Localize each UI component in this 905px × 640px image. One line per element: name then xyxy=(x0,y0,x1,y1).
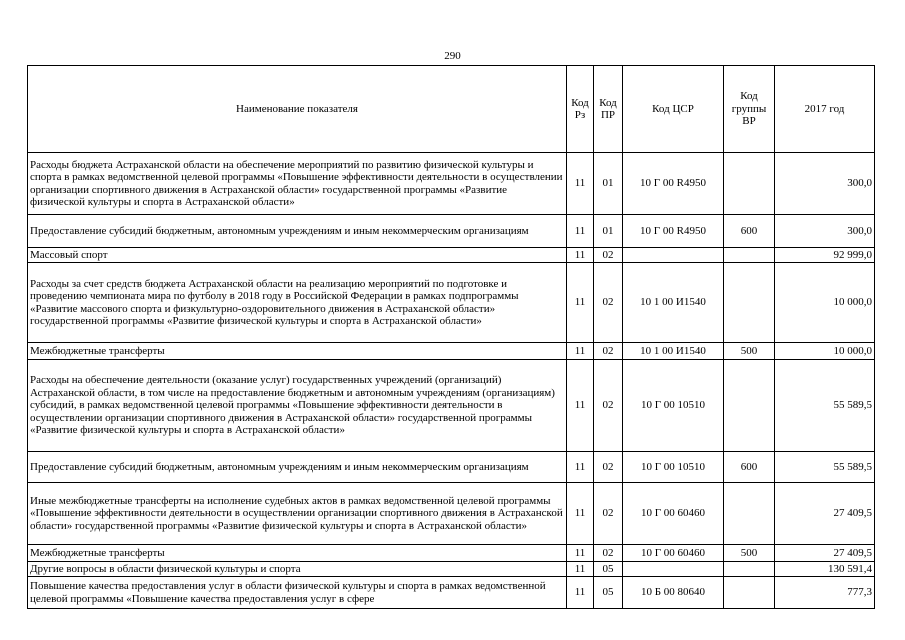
row-csr xyxy=(623,562,724,577)
row-csr: 10 1 00 И1540 xyxy=(623,263,724,343)
row-value: 55 589,5 xyxy=(775,452,875,483)
row-value: 10 000,0 xyxy=(775,263,875,343)
row-pr: 02 xyxy=(594,452,623,483)
row-pr: 02 xyxy=(594,360,623,452)
table-row xyxy=(28,483,875,545)
row-csr xyxy=(623,248,724,263)
row-vr xyxy=(724,577,775,609)
row-rz: 11 xyxy=(567,248,594,263)
row-name: Предоставление субсидий бюджетным, автономным учреждениям и иным некоммерческим организациям xyxy=(28,215,567,248)
table-row xyxy=(28,562,875,577)
budget-table xyxy=(27,65,875,609)
row-pr: 02 xyxy=(594,263,623,343)
row-vr: 600 xyxy=(724,452,775,483)
row-rz: 11 xyxy=(567,452,594,483)
table-header-row xyxy=(28,66,875,153)
row-pr: 05 xyxy=(594,562,623,577)
row-value: 92 999,0 xyxy=(775,248,875,263)
row-value: 300,0 xyxy=(775,153,875,215)
row-pr: 02 xyxy=(594,343,623,360)
row-pr: 01 xyxy=(594,153,623,215)
row-rz: 11 xyxy=(567,263,594,343)
row-vr xyxy=(724,263,775,343)
row-pr: 05 xyxy=(594,577,623,609)
row-rz: 11 xyxy=(567,577,594,609)
header-name: Наименование показателя xyxy=(28,66,567,153)
row-csr: 10 1 00 И1540 xyxy=(623,343,724,360)
row-value: 55 589,5 xyxy=(775,360,875,452)
row-rz: 11 xyxy=(567,153,594,215)
row-name: Другие вопросы в области физической культуры и спорта xyxy=(28,562,567,577)
header-csr: Код ЦСР xyxy=(623,66,724,153)
row-vr xyxy=(724,153,775,215)
row-pr: 01 xyxy=(594,215,623,248)
row-csr: 10 Б 00 80640 xyxy=(623,577,724,609)
header-year: 2017 год xyxy=(775,66,875,153)
row-name: Межбюджетные трансферты xyxy=(28,343,567,360)
row-rz: 11 xyxy=(567,483,594,545)
row-vr xyxy=(724,483,775,545)
row-name: Повышение качества предоставления услуг в области физической культуры и спорта в рамках ведомственной целевой программы «Повышение качества предоставления услуг в сфере xyxy=(28,577,567,609)
row-pr: 02 xyxy=(594,483,623,545)
row-rz: 11 xyxy=(567,343,594,360)
header-pr: Код ПР xyxy=(594,66,623,153)
header-vr: Код группы ВР xyxy=(724,66,775,153)
row-value: 300,0 xyxy=(775,215,875,248)
row-vr: 600 xyxy=(724,215,775,248)
table-row xyxy=(28,343,875,360)
row-name: Расходы на обеспечение деятельности (оказание услуг) государственных учреждений (организаций) Астраханской области, в том числе на предоставление бюджетным и автономным учреждениям (организациям) субсидий, в рамках ведомственной целевой программы «Повышение эффективности деятельности в осуществлении организации спортивного движения в Астраханской области» государственной программы «Развитие физической культуры и спорта в Астраханской области» xyxy=(28,360,567,452)
row-name: Межбюджетные трансферты xyxy=(28,545,567,562)
row-pr: 02 xyxy=(594,545,623,562)
row-name: Иные межбюджетные трансферты на исполнение судебных актов в рамках ведомственной целевой программы «Повышение эффективности деятельности в осуществлении организации спортивного движения в Астраханской области» государственной программы «Развитие физической культуры и спорта в Астраханской области» xyxy=(28,483,567,545)
row-vr: 500 xyxy=(724,343,775,360)
row-pr: 02 xyxy=(594,248,623,263)
row-csr: 10 Г 00 R4950 xyxy=(623,215,724,248)
row-csr: 10 Г 00 60460 xyxy=(623,545,724,562)
row-csr: 10 Г 00 60460 xyxy=(623,483,724,545)
row-vr xyxy=(724,562,775,577)
row-name: Предоставление субсидий бюджетным, автономным учреждениям и иным некоммерческим организациям xyxy=(28,452,567,483)
row-name: Расходы за счет средств бюджета Астраханской области на реализацию мероприятий по подготовке и проведению чемпионата мира по футболу в 2018 году в Российской Федерации в рамках подпрограммы «Развитие массового спорта и физкультурно-оздоровительного движения в Астраханской области» государственной программы «Развитие физической культуры и спорта в Астраханской области» xyxy=(28,263,567,343)
row-value: 27 409,5 xyxy=(775,483,875,545)
row-rz: 11 xyxy=(567,215,594,248)
table-row xyxy=(28,452,875,483)
row-value: 777,3 xyxy=(775,577,875,609)
table-row xyxy=(28,153,875,215)
row-value: 10 000,0 xyxy=(775,343,875,360)
row-value: 130 591,4 xyxy=(775,562,875,577)
row-value: 27 409,5 xyxy=(775,545,875,562)
table-row xyxy=(28,248,875,263)
row-csr: 10 Г 00 R4950 xyxy=(623,153,724,215)
row-vr: 500 xyxy=(724,545,775,562)
table-row xyxy=(28,215,875,248)
row-rz: 11 xyxy=(567,360,594,452)
table-row xyxy=(28,545,875,562)
header-rz: Код Рз xyxy=(567,66,594,153)
row-vr xyxy=(724,360,775,452)
row-vr xyxy=(724,248,775,263)
page-number: 290 xyxy=(444,50,461,62)
row-rz: 11 xyxy=(567,545,594,562)
table-row xyxy=(28,577,875,609)
table-row xyxy=(28,360,875,452)
row-name: Расходы бюджета Астраханской области на обеспечение мероприятий по развитию физической культуры и спорта в рамках ведомственной целевой программы «Повышение эффективности деятельности в осуществлении организации спортивного движения в Астраханской области» государственной программы «Развитие физической культуры и спорта в Астраханской области» xyxy=(28,153,567,215)
table-row xyxy=(28,263,875,343)
row-rz: 11 xyxy=(567,562,594,577)
row-name: Массовый спорт xyxy=(28,248,567,263)
row-csr: 10 Г 00 10510 xyxy=(623,452,724,483)
row-csr: 10 Г 00 10510 xyxy=(623,360,724,452)
